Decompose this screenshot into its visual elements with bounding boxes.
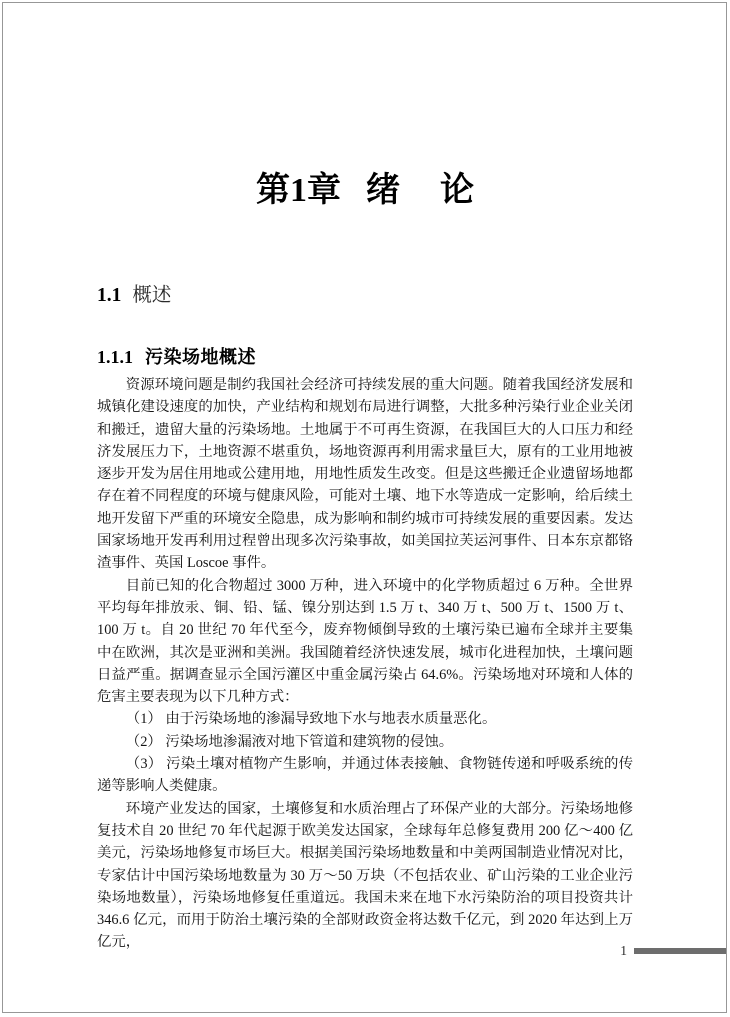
document-page <box>2 2 727 1013</box>
section-title: 概述 <box>132 285 172 306</box>
section-number: 1.1 <box>97 285 122 306</box>
subsection-number: 1.1.1 <box>97 347 133 367</box>
section-heading-1-1-1 <box>97 345 633 369</box>
subsection-title: 污染场地概述 <box>145 347 256 367</box>
page-footer <box>3 943 726 959</box>
list-item-2: （2） 污染场地渗漏液对地下管道和建筑物的侵蚀。 <box>125 733 454 750</box>
chapter-title-word-2: 论 <box>440 172 474 209</box>
chapter-number: 第1章 <box>256 172 341 209</box>
section-heading-1-1 <box>97 283 633 309</box>
paragraph-chemicals: 目前已知的化合物超过 3000 万种，进入环境中的化学物质超过 6 万种。全世界平均每年排放汞、铜、铅、锰、镍分别达到 1.5 万 t、340 万 t、500 万 t、1500 万 t、100 万 t。自 20 世纪 70 年代至今，废弃物倾倒导致的土壤污染已遍布全球并主要集中在欧洲，其次是亚洲和美洲。我国随着经济快速发展，城市化进程加快，土壤问题日益严重。据调查显示全国污灌区中重金属污染占 64.6%。污染场地对环境和人体的危害主要表现为以下几种方式： <box>97 577 633 706</box>
chapter-title-word-1: 绪 <box>366 172 400 209</box>
paragraph-intro: 资源环境问题是制约我国社会经济可持续发展的重大问题。随着我国经济发展和城镇化建设速度的加快，产业结构和规划布局进行调整，大批多种污染行业企业关闭和搬迁，遗留大量的污染场地。土地属于不可再生资源，在我国巨大的人口压力和经济发展压力下，土地资源不堪重负，场地资源再利用需求量巨大，原有的工业用地被逐步开发为居住用地或公建用地，用地性质发生改变。但是这些搬迁企业遗留场地都存在着不同程度的环境与健康风险，可能对土壤、地下水等造成一定影响，给后续土地开发留下严重的环境安全隐患，成为影响和制约城市可持续发展的重要因素。发达国家场地开发再利用过程曾出现多次污染事故，如美国拉芙运河事件、日本东京都铬渣事件、英国 Loscoe 事件。 <box>97 377 633 572</box>
footer-rule <box>634 948 726 954</box>
list-item-3: （3） 污染土壤对植物产生影响，并通过体表接触、食物链传递和呼吸系统的传递等影响人类健康。 <box>97 756 633 795</box>
paragraph-remediation-industry: 环境产业发达的国家，土壤修复和水质治理占了环保产业的大部分。污染场地修复技术自 20 世纪 70 年代起源于欧美发达国家，全球每年总修复费用 200 亿～400 亿美元，污染场地修复市场巨大。根据美国污染场地数量和中美两国制造业情况对比，专家估计中国污染场地数量为 30 万～50 万块（不包括农业、矿山污染的工业企业污染场地数量），污染场地修复任重道远。我国未来在地下水污染防治的项目投资共计 346.6 亿元，而用于防治土壤污染的全部财政资金将达数千亿元，到 2020 年达到上万亿元， <box>97 800 633 951</box>
list-item-1: （1） 由于污染场地的渗漏导致地下水与地表水质量恶化。 <box>125 711 497 728</box>
chapter-title <box>97 172 633 210</box>
page-number: 1 <box>620 943 627 958</box>
